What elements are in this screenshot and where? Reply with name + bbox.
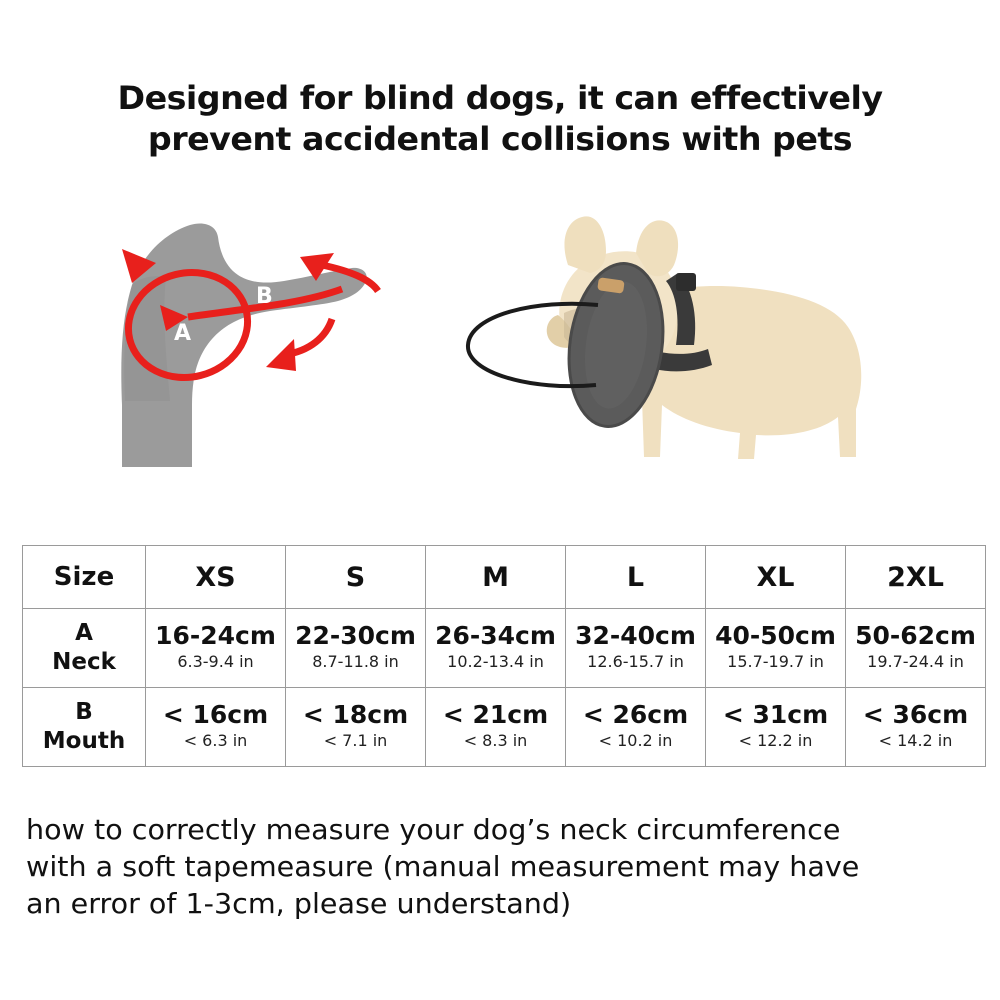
table-row	[23, 609, 986, 688]
cell-neck-l-cm: 32-40cm	[575, 620, 696, 650]
table-header-s: S	[286, 546, 426, 609]
headline-line-1: Designed for blind dogs, it can effectively	[117, 79, 883, 117]
cell-neck-m-cm: 26-34cm	[435, 620, 556, 650]
cell-neck-xl	[706, 609, 846, 688]
table-header-2xl: 2XL	[846, 546, 986, 609]
cell-neck-m-in: 10.2-13.4 in	[447, 652, 544, 672]
table-header-m: M	[426, 546, 566, 609]
diagram-label-b: B	[256, 284, 273, 309]
page-headline	[0, 78, 1000, 160]
dog-wearing-halo-collar-photo	[440, 195, 910, 485]
diagram-label-a: A	[174, 321, 192, 346]
note-line-2: with a soft tapemeasure (manual measurement may have	[26, 849, 860, 883]
cell-neck-xl-cm: 40-50cm	[715, 620, 836, 650]
cell-neck-xs-cm: 16-24cm	[155, 620, 276, 650]
cell-neck-xs-in: 6.3-9.4 in	[177, 652, 254, 672]
cell-neck-s-in: 8.7-11.8 in	[312, 652, 399, 672]
row-label-neck-text: Neck	[52, 649, 116, 675]
cell-mouth-l-cm: < 26cm	[582, 699, 689, 729]
headline-line-2: prevent accidental collisions with pets	[147, 119, 853, 158]
cell-mouth-m-in: < 8.3 in	[463, 731, 528, 751]
table-header-l: L	[566, 546, 706, 609]
measurement-note	[26, 812, 995, 923]
cell-neck-s-cm: 22-30cm	[295, 620, 416, 650]
cell-neck-l-in: 12.6-15.7 in	[587, 652, 684, 672]
cell-mouth-m-cm: < 21cm	[442, 699, 549, 729]
table-header-size: Size	[23, 546, 146, 609]
cell-mouth-xs-in: < 6.3 in	[183, 731, 248, 751]
table-header-xl: XL	[706, 546, 846, 609]
cell-mouth-m	[426, 688, 566, 767]
size-table	[22, 545, 986, 767]
cell-mouth-xl-in: < 12.2 in	[738, 731, 813, 751]
cell-neck-m	[426, 609, 566, 688]
cell-mouth-xl-cm: < 31cm	[722, 699, 829, 729]
note-line-1: how to correctly measure your dog’s neck circumference	[26, 813, 841, 846]
cell-mouth-l-in: < 10.2 in	[598, 731, 673, 751]
illustration-band	[0, 195, 1000, 525]
cell-mouth-2xl-in: < 14.2 in	[878, 731, 953, 751]
row-label-mouth	[23, 688, 146, 767]
dog-head-silhouette-icon	[70, 205, 400, 485]
cell-neck-2xl-cm: 50-62cm	[855, 620, 976, 650]
cell-neck-xl-in: 15.7-19.7 in	[727, 652, 824, 672]
cell-mouth-s-cm: < 18cm	[302, 699, 409, 729]
cell-mouth-2xl	[846, 688, 986, 767]
cell-mouth-xs-cm: < 16cm	[162, 699, 269, 729]
cell-neck-s	[286, 609, 426, 688]
row-label-mouth-text: Mouth	[42, 728, 126, 754]
cell-mouth-xl	[706, 688, 846, 767]
table-header-xs: XS	[146, 546, 286, 609]
note-line-3: an error of 1-3cm, please understand)	[26, 886, 572, 920]
cell-neck-2xl-in: 19.7-24.4 in	[867, 652, 964, 672]
cell-neck-xs	[146, 609, 286, 688]
cell-mouth-xs	[146, 688, 286, 767]
cell-mouth-l	[566, 688, 706, 767]
cell-mouth-2xl-cm: < 36cm	[862, 699, 969, 729]
table-row	[23, 688, 986, 767]
row-label-neck-letter: A	[75, 620, 93, 647]
cell-mouth-s-in: < 7.1 in	[323, 731, 388, 751]
row-label-mouth-letter: B	[75, 699, 93, 726]
table-header-row	[23, 546, 986, 609]
row-label-neck	[23, 609, 146, 688]
cell-neck-2xl	[846, 609, 986, 688]
cell-mouth-s	[286, 688, 426, 767]
size-chart	[22, 545, 978, 767]
cell-neck-l	[566, 609, 706, 688]
